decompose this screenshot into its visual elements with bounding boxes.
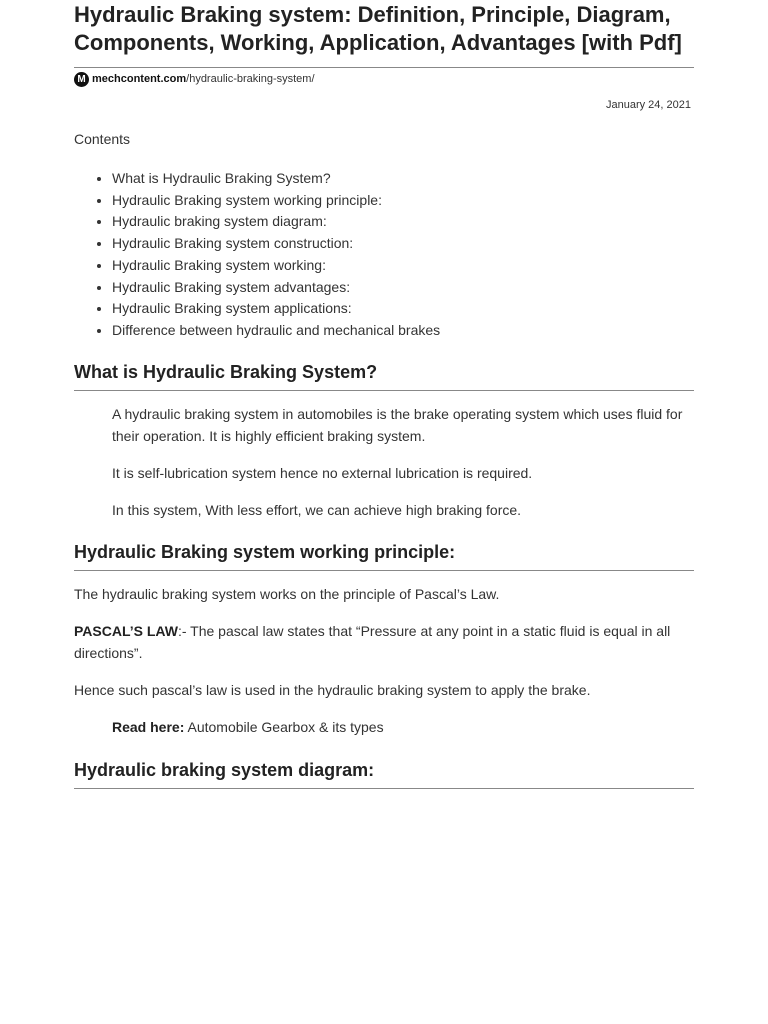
toc-item-advantages[interactable]: • Hydraulic Braking system advantages: — [112, 277, 694, 299]
pascal-law-paragraph — [74, 620, 694, 664]
paragraph: Hence such pascal’s law is used in the hydraulic braking system to apply the brake. — [74, 681, 591, 698]
contents-label: Contents — [74, 131, 131, 147]
toc-item-applications[interactable]: • Hydraulic Braking system applications: — [112, 298, 694, 320]
toc-item-what-is[interactable]: • What is Hydraulic Braking System? — [112, 168, 694, 190]
read-here-link[interactable]: Automobile Gearbox & its types — [187, 718, 384, 735]
read-here-paragraph — [74, 716, 694, 738]
paragraph: A hydraulic braking system in automobiles is the brake operating system which uses fluid for their operation. It is highly efficient braking system. — [112, 405, 683, 444]
paragraph: It is self-lubrication system hence no external lubrication is required. — [112, 464, 533, 481]
toc-item-working[interactable]: • Hydraulic Braking system working: — [112, 255, 694, 277]
source-bar — [74, 67, 694, 90]
pascal-law-label: PASCAL’S LAW — [74, 622, 178, 639]
pascal-law-text: :- The pascal law states that “Pressure at any point in a static fluid is equal in all directions”. — [74, 622, 671, 661]
section-working-principle — [74, 542, 694, 738]
toc-item-construction[interactable]: • Hydraulic Braking system construction: — [112, 233, 694, 255]
mechcontent-logo-icon: M — [74, 72, 89, 87]
toc-item-diagram[interactable]: • Hydraulic braking system diagram: — [112, 211, 694, 233]
source-url[interactable] — [92, 73, 315, 85]
section-diagram — [74, 760, 694, 789]
section-heading: Hydraulic braking system diagram: — [74, 760, 694, 789]
section-what-is — [74, 362, 694, 521]
table-of-contents — [74, 168, 694, 342]
article-title: Hydraulic Braking system: Definition, Principle, Diagram, Components, Working, Application, Advantages [with Pdf] — [74, 2, 682, 55]
source-path: /hydraulic-braking-system/ — [186, 73, 315, 85]
publish-date: January 24, 2021 — [605, 99, 691, 111]
section-heading: Hydraulic Braking system working principle: — [74, 542, 694, 571]
toc-item-difference[interactable]: • Difference between hydraulic and mechanical brakes — [112, 320, 694, 342]
toc-item-working-principle[interactable]: • Hydraulic Braking system working principle: — [112, 190, 694, 212]
source-domain: mechcontent.com — [92, 73, 187, 85]
read-here-label: Read here: — [112, 718, 185, 735]
paragraph: The hydraulic braking system works on the principle of Pascal’s Law. — [74, 585, 500, 602]
article-page — [74, 0, 694, 789]
section-heading: What is Hydraulic Braking System? — [74, 362, 694, 391]
paragraph: In this system, With less effort, we can achieve high braking force. — [112, 501, 522, 518]
